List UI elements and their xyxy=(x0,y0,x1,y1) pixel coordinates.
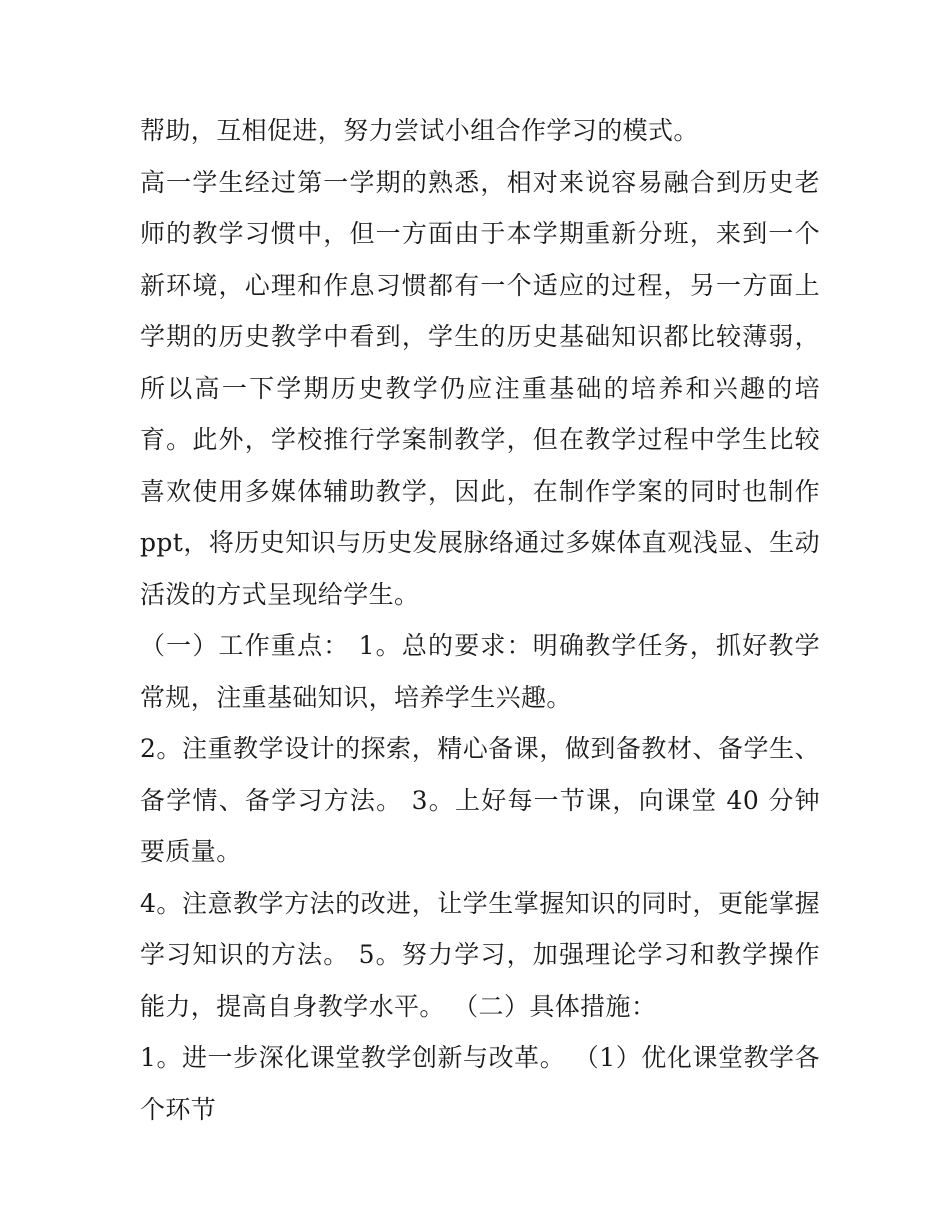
paragraph-1: 帮助，互相促进，努力尝试小组合作学习的模式。 xyxy=(140,116,699,145)
paragraph-5: 4。注意教学方法的改进，让学生掌握知识的同时，更能掌握学习知识的方法。 5。努力学习，加强理论学习和教学操作能力，提高自身教学水平。 （二）具体措施： xyxy=(140,888,820,1021)
paragraph-3: （一）工作重点： 1。总的要求：明确教学任务，抓好教学常规，注重基础知识，培养学生兴趣。 xyxy=(140,631,820,712)
paragraph-4: 2。注重教学设计的探索，精心备课，做到备教材、备学生、备学情、备学习方法。 3。上好每一节课，向课堂 40 分钟要质量。 xyxy=(140,734,820,866)
paragraph-6: 1。进一步深化课堂教学创新与改革。 （1）优化课堂教学各个环节 xyxy=(140,1043,820,1124)
paragraph-2: 高一学生经过第一学期的熟悉，相对来说容易融合到历史老师的教学习惯中，但一方面由于本学期重新分班，来到一个新环境，心理和作息习惯都有一个适应的过程，另一方面上学期的历史教学中看到，学生的历史基础知识都比较薄弱，所以高一下学期历史教学仍应注重基础的培养和兴趣的培育。此外，学校推行学案制教学，但在教学过程中学生比较喜欢使用多媒体辅助教学，因此，在制作学案的同时也制作 ppt，将历史知识与历史发展脉络通过多媒体直观浅显、生动活泼的方式呈现给学生。 xyxy=(140,167,820,609)
document-body xyxy=(140,105,820,1135)
